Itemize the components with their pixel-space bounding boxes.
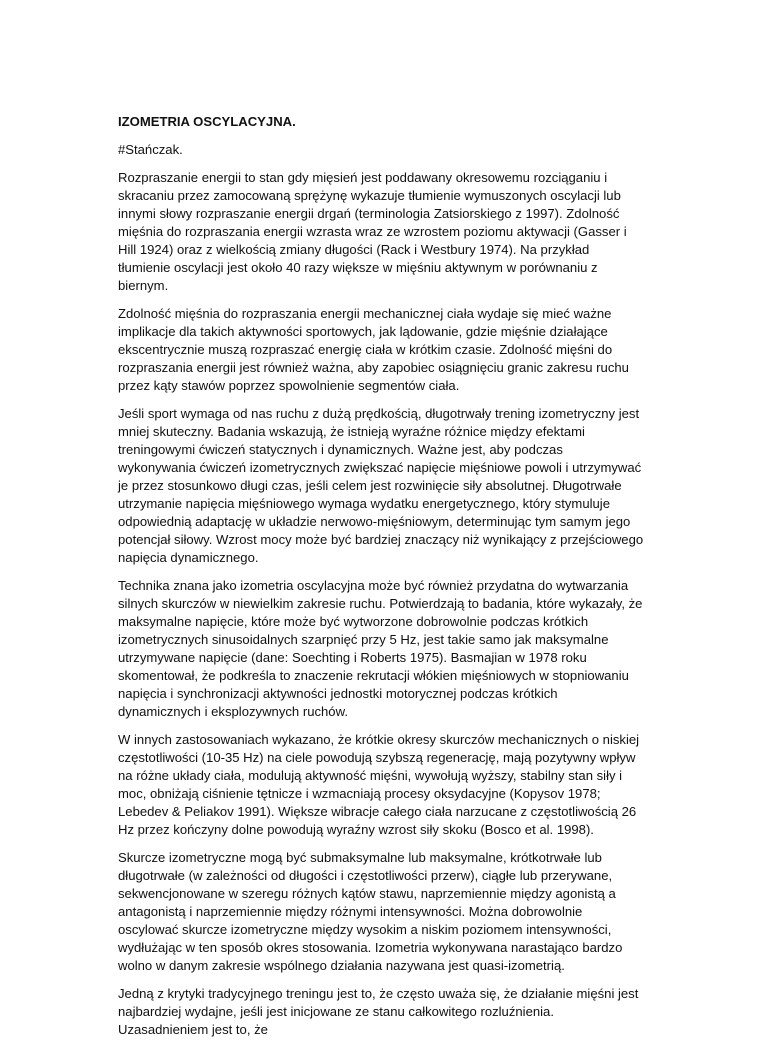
paragraph-oscillatory-isometry: Technika znana jako izometria oscylacyjna może być również przydatna do wytwarzania silnych skurczów w niewielkim zakresie ruchu. Potwierdzają to badania, które wykazały, że maksymalne napięcie, które może być wytworzone dobrowolnie podczas krótkich izometrycznych sinusoidalnych szarpnięć przy 5 Hz, jest takie samo jak maksymalne utrzymywane napięcie (dane: Soechting i Roberts 1975). Basmajian w 1978 roku skomentował, że podkreśla to znaczenie rekrutacji włókien mięśniowych w stopniowaniu napięcia i synchronizacji aktywności jednostki motorycznej podczas krótkich dynamicznych i eksplozywnych ruchów. bbox=[118, 578, 643, 719]
paragraph-isometric-contractions: Skurcze izometryczne mogą być submaksymalne lub maksymalne, krótkotrwałe lub długotrwałe (w zależności od długości i częstotliwości przerw), ciągłe lub przerywane, sekwencjonowane w szeregu różnych kątów stawu, naprzemiennie między agonistą a antagonistą i naprzemiennie między różnymi intensywności. Można dobrowolnie oscylować skurcze izometryczne między wysokim a niskim poziomem intensywności, wydłużając w ten sposób okres stosowania. Izometria wykonywana narastająco bardzo wolno w danym zakresie wspólnego działania nazywana jest quasi-izometrią. bbox=[118, 850, 623, 973]
author-tag: #Stańczak. bbox=[118, 142, 183, 157]
paragraph-energy-dissipation: Rozpraszanie energii to stan gdy mięsień jest poddawany okresowemu rozciąganiu i skracaniu przez zamocowaną sprężynę wykazuje tłumienie wymuszonych oscylacji lub innymi słowy rozpraszanie energii drgań (terminologia Zatsiorskiego z 1997). Zdolność mięśnia do rozpraszania energii wzrasta wraz ze wzrostem poziomu aktywacji (Gasser i Hill 1924) oraz z wielkością zmiany długości (Rack i Westbury 1974). Na przykład tłumienie oscylacji jest około 40 razy większe w mięśniu aktywnym w porównaniu z biernym. bbox=[118, 170, 627, 293]
paragraph-vibration-applications: W innych zastosowaniach wykazano, że krótkie okresy skurczów mechanicznych o niskiej częstotliwości (10-35 Hz) na ciele powodują szybszą regenerację, mają pozytywny wpływ na różne układy ciała, modulują aktywność mięśni, wywołują wyższy, stabilny stan siły i moc, obniżają ciśnienie tętnicze i wzmacniają procesy oksydacyjne (Kopysov 1978; Lebedev & Peliakov 1991). Większe wibracje całego ciała narzucane z częstotliwością 26 Hz przez kończyny dolne powodują wyraźny wzrost siły skoku (Bosco et al. 1998). bbox=[118, 732, 640, 837]
document-body bbox=[118, 113, 644, 1049]
document-title: IZOMETRIA OSCYLACYJNA. bbox=[118, 114, 296, 129]
paragraph-mechanical-energy: Zdolność mięśnia do rozpraszania energii mechanicznej ciała wydaje się mieć ważne implikacje dla takich aktywności sportowych, jak lądowanie, gdzie mięśnie działające ekscentrycznie muszą rozpraszać energię ciała w krótkim czasie. Zdolność mięśni do rozpraszania energii jest również ważna, aby zapobiec osiągnięciu granic zakresu ruchu przez kąty stawów poprzez spowolnienie segmentów ciała. bbox=[118, 306, 629, 393]
paragraph-isometric-training: Jeśli sport wymaga od nas ruchu z dużą prędkością, długotrwały trening izometryczny jest mniej skuteczny. Badania wskazują, że istnieją wyraźne różnice między efektami treningowymi ćwiczeń statycznych i dynamicznych. Ważne jest, aby podczas wykonywania ćwiczeń izometrycznych zwiększać napięcie mięśniowe powoli i utrzymywać je przez stosunkowo długi czas, jeśli celem jest rozwinięcie siły absolutnej. Długotrwałe utrzymanie napięcia mięśniowego wymaga wydatku energetycznego, który stymuluje odpowiednią adaptację w układzie nerwowo-mięśniowym, determinując tym samym jego potencjał siłowy. Wzrost mocy może być bardziej znaczący niż wynikający z przejściowego napięcia dynamicznego. bbox=[118, 406, 644, 565]
paragraph-traditional-training-critique: Jedną z krytyki tradycyjnego treningu jest to, że często uważa się, że działanie mięśni jest najbardziej wydajne, jeśli jest inicjowane ze stanu całkowitego rozluźnienia. Uzasadnieniem jest to, że bbox=[118, 986, 639, 1037]
